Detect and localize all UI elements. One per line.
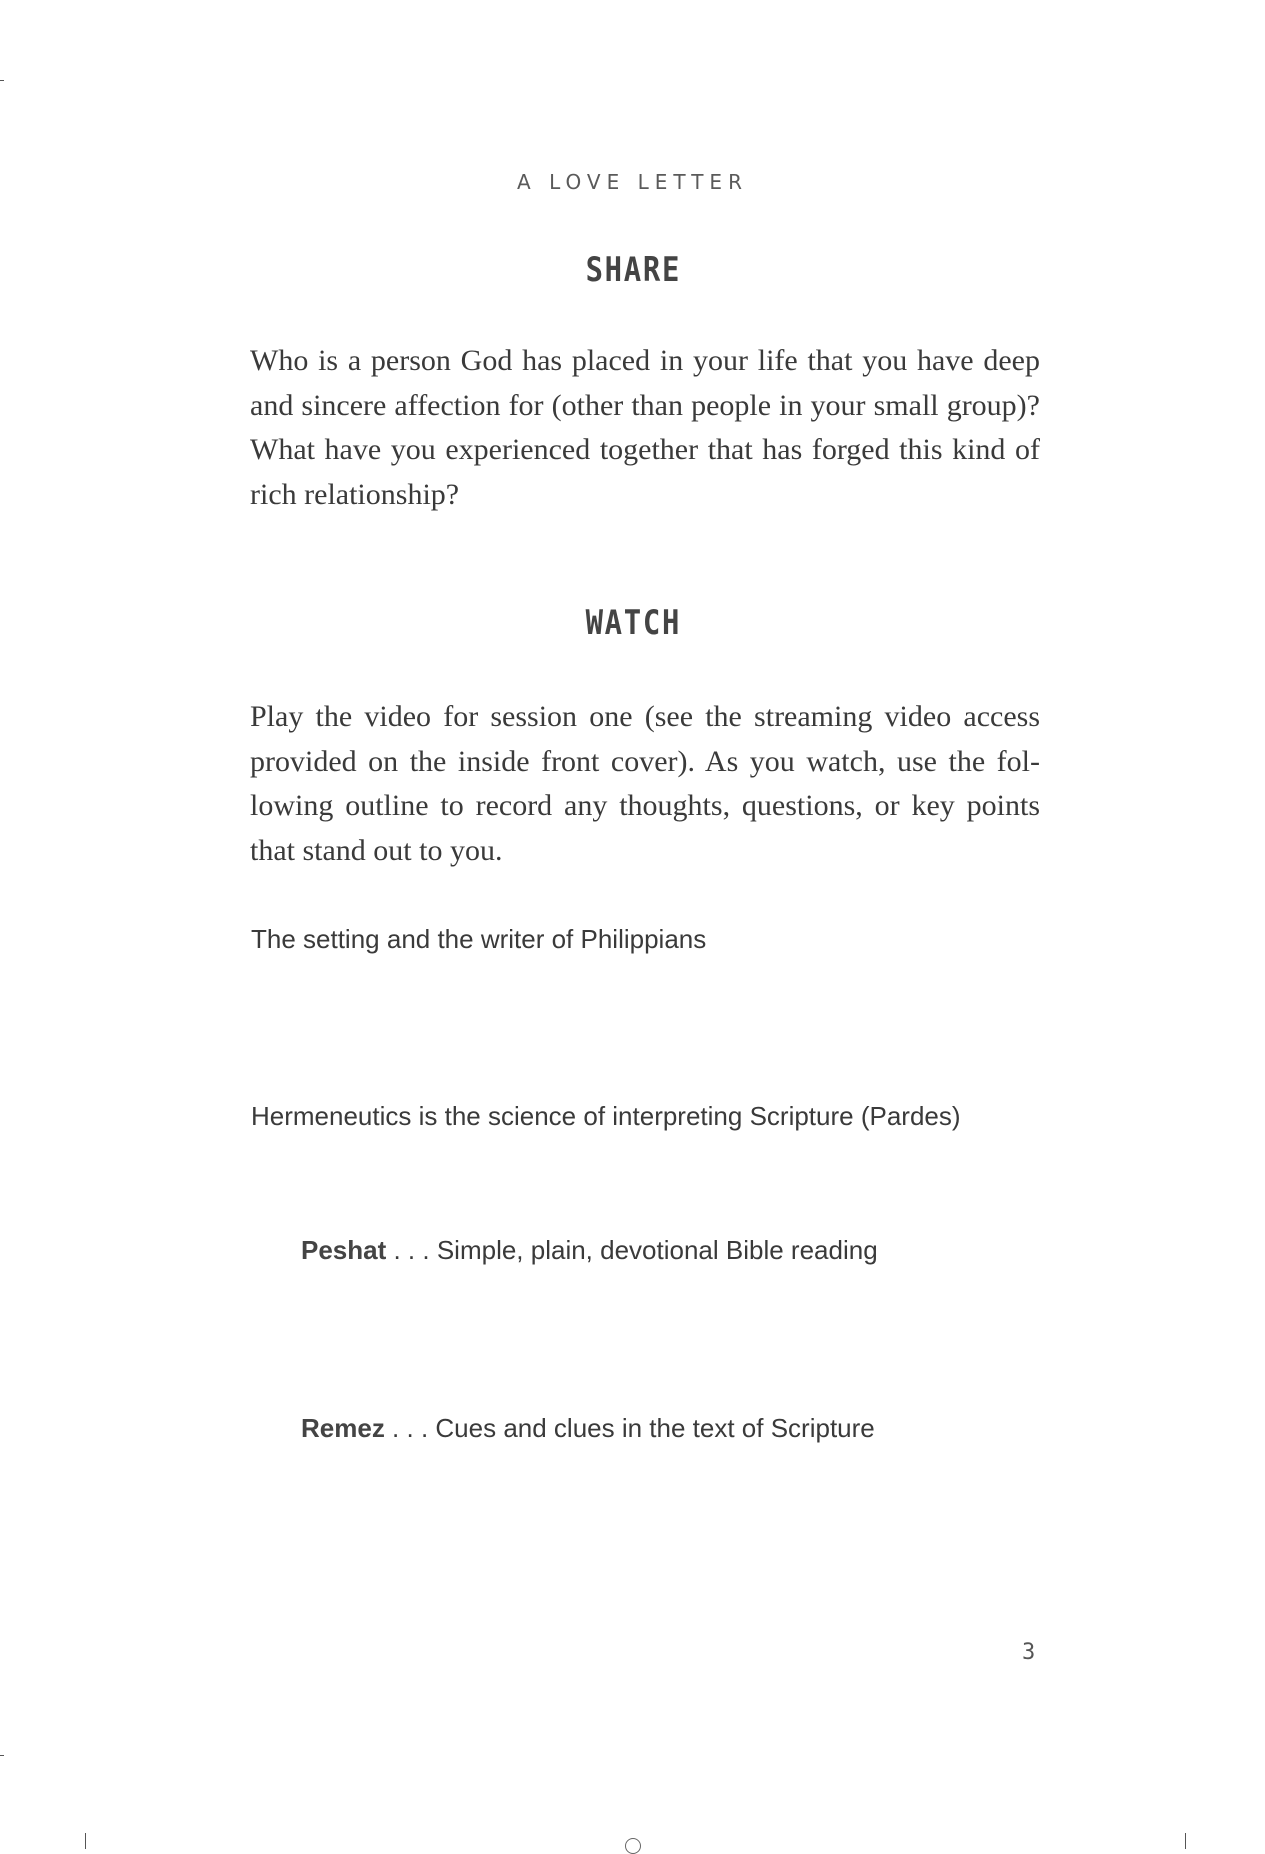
outline-item-setting: The setting and the writer of Philippians [251, 924, 707, 954]
registration-mark [625, 1838, 641, 1854]
share-paragraph: Who is a person God has placed in your life that you have deep and sincere affection for (other than people in your small group)? What have you experienced together that has forged this kind of rich relationship? [250, 344, 1040, 511]
share-heading: SHARE [585, 250, 682, 290]
outline-item-hermeneutics: Hermeneutics is the science of interpreting Scripture (Pardes) [251, 1101, 961, 1131]
running-head: A LOVE LETTER [517, 170, 748, 194]
crop-mark [0, 80, 4, 81]
remez-term: Remez [301, 1413, 385, 1443]
peshat-definition: . . . Simple, plain, devotional Bible reading [386, 1235, 878, 1265]
outline-item-remez [301, 1413, 875, 1444]
outline-item-peshat [301, 1235, 878, 1266]
crop-mark [85, 1833, 86, 1849]
remez-definition: . . . Cues and clues in the text of Scripture [384, 1413, 875, 1443]
crop-mark [1185, 1833, 1186, 1849]
page-number: 3 [1022, 1640, 1036, 1665]
watch-paragraph: Play the video for session one (see the streaming video access provided on the inside front cover). As you watch, use the fol-lowing outline to record any thoughts, questions, or key points that stand out to you. [250, 700, 1040, 867]
crop-mark [0, 1755, 4, 1756]
watch-heading: WATCH [585, 603, 682, 643]
peshat-term: Peshat [301, 1235, 387, 1265]
